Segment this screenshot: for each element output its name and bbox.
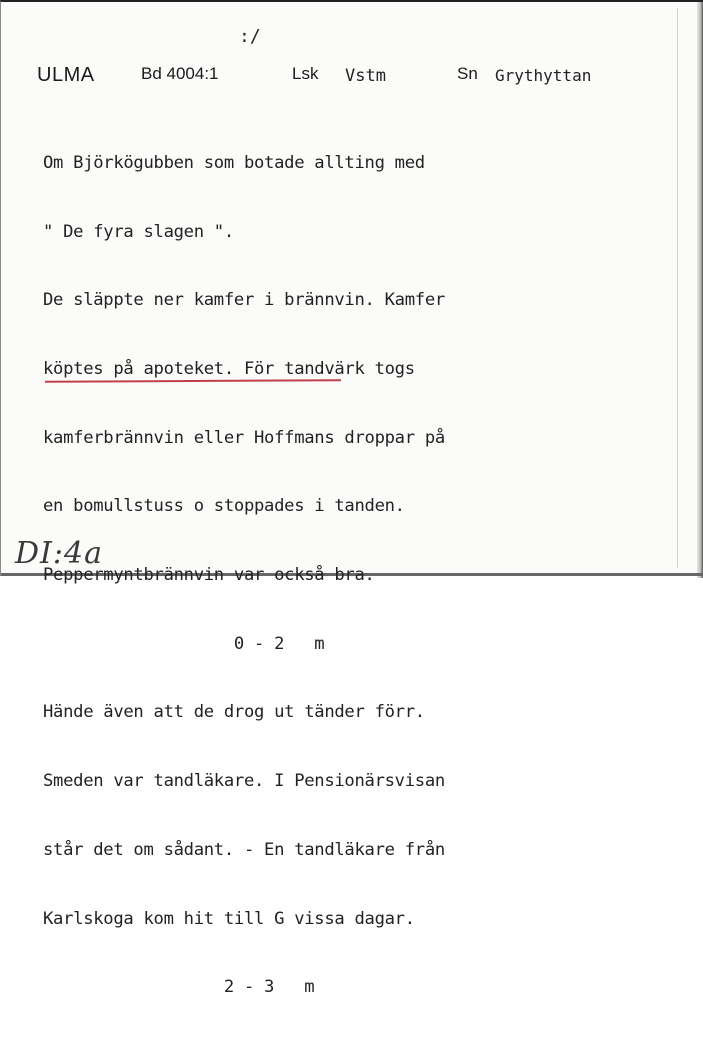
- body-line: " De fyra slagen ".: [43, 221, 234, 242]
- body-line: Smeden var tandläkare. I Pensionärsvisan: [43, 771, 445, 792]
- region-label: Lsk: [292, 64, 319, 83]
- parish-name: Grythyttan: [495, 66, 592, 85]
- body-line: köptes på apoteket. För tandvärk togs: [43, 358, 415, 379]
- body-line: Hände även att de drog ut tänder förr.: [43, 702, 425, 723]
- body-line: Om Björkögubben som botade allting med: [43, 152, 425, 173]
- handwritten-note: DI:4a: [15, 536, 103, 571]
- body-line: en bomullstuss o stoppades i tanden.: [43, 496, 405, 517]
- archive-code: ULMA: [37, 64, 95, 86]
- card-body-text: [43, 106, 445, 1045]
- reference-number: Bd 4004:1: [141, 64, 219, 83]
- body-line: 0 - 2 m: [43, 633, 325, 654]
- top-mark: :/: [239, 26, 261, 47]
- card-right-edge: [697, 2, 703, 578]
- parish-label: Sn: [457, 64, 478, 83]
- body-line: Karlskoga kom hit till G vissa dagar.: [43, 908, 415, 929]
- body-line: 2 - 3 m: [43, 977, 315, 998]
- card-edge-line: [677, 8, 678, 568]
- body-line: De släppte ner kamfer i brännvin. Kamfer: [43, 290, 445, 311]
- body-line: Peppermyntbrännvin var också bra.: [43, 565, 375, 586]
- body-line: kamferbrännvin eller Hoffmans droppar på: [43, 427, 445, 448]
- body-line: står det om sådant. - En tandläkare från: [43, 839, 445, 860]
- county-code: Vstm: [345, 66, 386, 86]
